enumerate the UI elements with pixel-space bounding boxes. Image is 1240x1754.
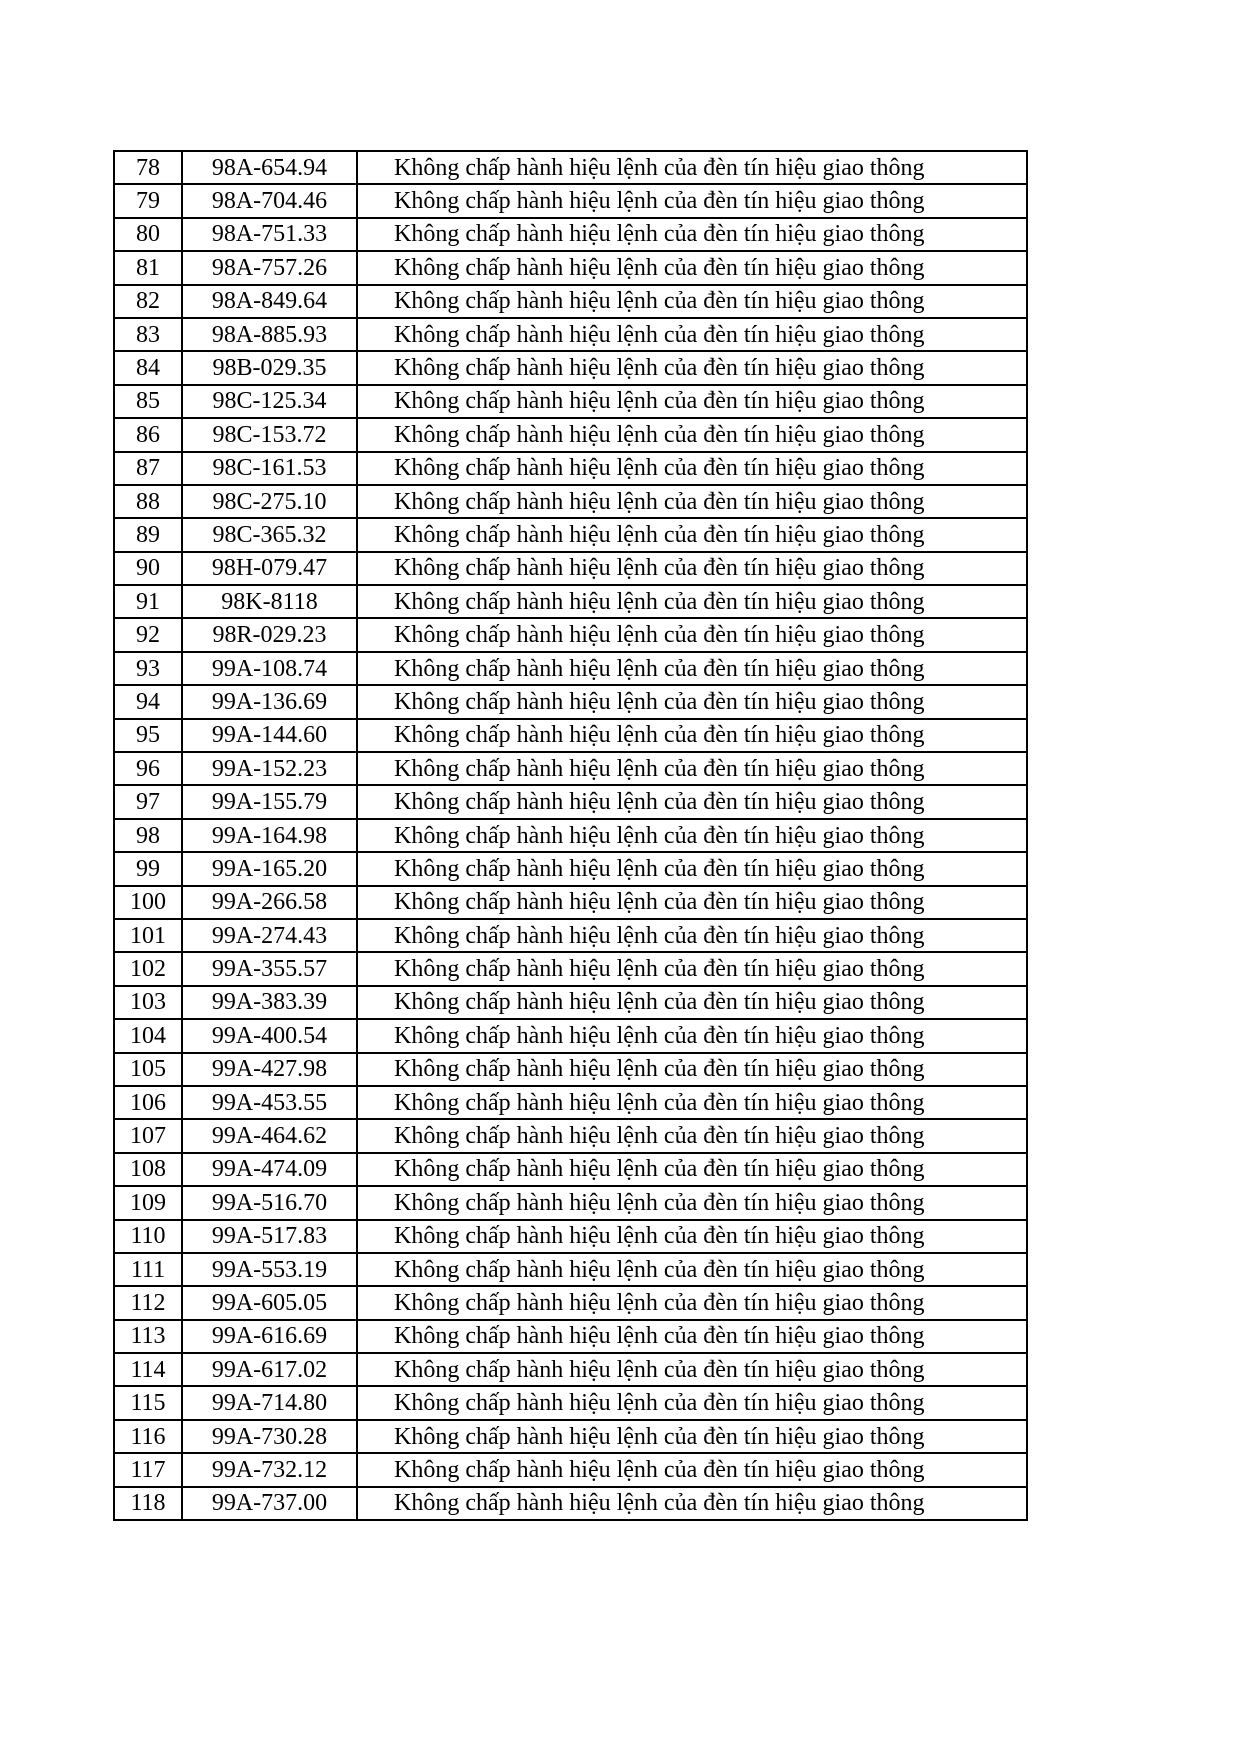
violation-description-cell: Không chấp hành hiệu lệnh của đèn tín hiệu giao thông bbox=[357, 886, 1027, 919]
row-number-cell: 107 bbox=[114, 1119, 182, 1152]
row-number-cell: 78 bbox=[114, 151, 182, 184]
table-row bbox=[114, 1353, 1027, 1386]
row-number-cell: 101 bbox=[114, 919, 182, 952]
row-number-cell: 109 bbox=[114, 1186, 182, 1219]
violations-table-body bbox=[114, 151, 1027, 1520]
row-number-cell: 95 bbox=[114, 719, 182, 752]
row-number-cell: 112 bbox=[114, 1286, 182, 1319]
license-plate-cell: 98A-654.94 bbox=[182, 151, 357, 184]
table-row bbox=[114, 251, 1027, 284]
table-row bbox=[114, 1086, 1027, 1119]
table-row bbox=[114, 318, 1027, 351]
license-plate-cell: 99A-427.98 bbox=[182, 1053, 357, 1086]
violation-description-cell: Không chấp hành hiệu lệnh của đèn tín hiệu giao thông bbox=[357, 552, 1027, 585]
table-row bbox=[114, 1053, 1027, 1086]
row-number-cell: 91 bbox=[114, 585, 182, 618]
table-row bbox=[114, 1386, 1027, 1419]
table-row bbox=[114, 952, 1027, 985]
violation-description-cell: Không chấp hành hiệu lệnh của đèn tín hiệu giao thông bbox=[357, 351, 1027, 384]
license-plate-cell: 99A-517.83 bbox=[182, 1220, 357, 1253]
row-number-cell: 118 bbox=[114, 1487, 182, 1520]
row-number-cell: 86 bbox=[114, 418, 182, 451]
row-number-cell: 105 bbox=[114, 1053, 182, 1086]
license-plate-cell: 98A-704.46 bbox=[182, 184, 357, 217]
table-row bbox=[114, 518, 1027, 551]
violation-description-cell: Không chấp hành hiệu lệnh của đèn tín hiệu giao thông bbox=[357, 218, 1027, 251]
table-row bbox=[114, 1320, 1027, 1353]
row-number-cell: 99 bbox=[114, 852, 182, 885]
license-plate-cell: 99A-605.05 bbox=[182, 1286, 357, 1319]
license-plate-cell: 98B-029.35 bbox=[182, 351, 357, 384]
license-plate-cell: 99A-453.55 bbox=[182, 1086, 357, 1119]
table-row bbox=[114, 1420, 1027, 1453]
row-number-cell: 103 bbox=[114, 986, 182, 1019]
row-number-cell: 100 bbox=[114, 886, 182, 919]
table-row bbox=[114, 1119, 1027, 1152]
license-plate-cell: 99A-164.98 bbox=[182, 819, 357, 852]
license-plate-cell: 98R-029.23 bbox=[182, 618, 357, 651]
violation-description-cell: Không chấp hành hiệu lệnh của đèn tín hiệu giao thông bbox=[357, 1086, 1027, 1119]
row-number-cell: 88 bbox=[114, 485, 182, 518]
violation-description-cell: Không chấp hành hiệu lệnh của đèn tín hiệu giao thông bbox=[357, 1487, 1027, 1520]
license-plate-cell: 99A-165.20 bbox=[182, 852, 357, 885]
table-row bbox=[114, 652, 1027, 685]
table-row bbox=[114, 184, 1027, 217]
violation-description-cell: Không chấp hành hiệu lệnh của đèn tín hiệu giao thông bbox=[357, 184, 1027, 217]
license-plate-cell: 99A-152.23 bbox=[182, 752, 357, 785]
violation-description-cell: Không chấp hành hiệu lệnh của đèn tín hiệu giao thông bbox=[357, 685, 1027, 718]
table-row bbox=[114, 351, 1027, 384]
license-plate-cell: 99A-474.09 bbox=[182, 1153, 357, 1186]
table-row bbox=[114, 852, 1027, 885]
table-row bbox=[114, 1186, 1027, 1219]
row-number-cell: 114 bbox=[114, 1353, 182, 1386]
license-plate-cell: 99A-155.79 bbox=[182, 785, 357, 818]
table-row bbox=[114, 1153, 1027, 1186]
license-plate-cell: 98C-275.10 bbox=[182, 485, 357, 518]
violation-description-cell: Không chấp hành hiệu lệnh của đèn tín hiệu giao thông bbox=[357, 1186, 1027, 1219]
violation-description-cell: Không chấp hành hiệu lệnh của đèn tín hiệu giao thông bbox=[357, 1253, 1027, 1286]
row-number-cell: 102 bbox=[114, 952, 182, 985]
license-plate-cell: 99A-400.54 bbox=[182, 1019, 357, 1052]
violation-description-cell: Không chấp hành hiệu lệnh của đèn tín hiệu giao thông bbox=[357, 1286, 1027, 1319]
violations-table bbox=[113, 150, 1028, 1521]
row-number-cell: 90 bbox=[114, 552, 182, 585]
row-number-cell: 115 bbox=[114, 1386, 182, 1419]
violation-description-cell: Không chấp hành hiệu lệnh của đèn tín hiệu giao thông bbox=[357, 719, 1027, 752]
violation-description-cell: Không chấp hành hiệu lệnh của đèn tín hiệu giao thông bbox=[357, 285, 1027, 318]
row-number-cell: 89 bbox=[114, 518, 182, 551]
license-plate-cell: 98C-125.34 bbox=[182, 385, 357, 418]
row-number-cell: 79 bbox=[114, 184, 182, 217]
violation-description-cell: Không chấp hành hiệu lệnh của đèn tín hiệu giao thông bbox=[357, 1153, 1027, 1186]
row-number-cell: 110 bbox=[114, 1220, 182, 1253]
row-number-cell: 113 bbox=[114, 1320, 182, 1353]
table-row bbox=[114, 1286, 1027, 1319]
row-number-cell: 108 bbox=[114, 1153, 182, 1186]
table-row bbox=[114, 1019, 1027, 1052]
license-plate-cell: 99A-714.80 bbox=[182, 1386, 357, 1419]
license-plate-cell: 99A-617.02 bbox=[182, 1353, 357, 1386]
row-number-cell: 83 bbox=[114, 318, 182, 351]
row-number-cell: 87 bbox=[114, 452, 182, 485]
violation-description-cell: Không chấp hành hiệu lệnh của đèn tín hiệu giao thông bbox=[357, 151, 1027, 184]
row-number-cell: 98 bbox=[114, 819, 182, 852]
license-plate-cell: 99A-355.57 bbox=[182, 952, 357, 985]
row-number-cell: 96 bbox=[114, 752, 182, 785]
table-row bbox=[114, 218, 1027, 251]
license-plate-cell: 99A-108.74 bbox=[182, 652, 357, 685]
table-row bbox=[114, 618, 1027, 651]
violation-description-cell: Không chấp hành hiệu lệnh của đèn tín hiệu giao thông bbox=[357, 1320, 1027, 1353]
violation-description-cell: Không chấp hành hiệu lệnh của đèn tín hiệu giao thông bbox=[357, 1386, 1027, 1419]
table-row bbox=[114, 886, 1027, 919]
row-number-cell: 117 bbox=[114, 1453, 182, 1486]
violation-description-cell: Không chấp hành hiệu lệnh của đèn tín hiệu giao thông bbox=[357, 585, 1027, 618]
violation-description-cell: Không chấp hành hiệu lệnh của đèn tín hiệu giao thông bbox=[357, 1220, 1027, 1253]
row-number-cell: 94 bbox=[114, 685, 182, 718]
violation-description-cell: Không chấp hành hiệu lệnh của đèn tín hiệu giao thông bbox=[357, 919, 1027, 952]
license-plate-cell: 98A-757.26 bbox=[182, 251, 357, 284]
license-plate-cell: 99A-553.19 bbox=[182, 1253, 357, 1286]
violation-description-cell: Không chấp hành hiệu lệnh của đèn tín hiệu giao thông bbox=[357, 452, 1027, 485]
violation-description-cell: Không chấp hành hiệu lệnh của đèn tín hiệu giao thông bbox=[357, 819, 1027, 852]
table-row bbox=[114, 719, 1027, 752]
table-row bbox=[114, 819, 1027, 852]
table-row bbox=[114, 685, 1027, 718]
row-number-cell: 93 bbox=[114, 652, 182, 685]
license-plate-cell: 99A-144.60 bbox=[182, 719, 357, 752]
license-plate-cell: 99A-136.69 bbox=[182, 685, 357, 718]
row-number-cell: 85 bbox=[114, 385, 182, 418]
table-row bbox=[114, 418, 1027, 451]
license-plate-cell: 99A-383.39 bbox=[182, 986, 357, 1019]
row-number-cell: 82 bbox=[114, 285, 182, 318]
violation-description-cell: Không chấp hành hiệu lệnh của đèn tín hiệu giao thông bbox=[357, 318, 1027, 351]
license-plate-cell: 99A-737.00 bbox=[182, 1487, 357, 1520]
violation-description-cell: Không chấp hành hiệu lệnh của đèn tín hiệu giao thông bbox=[357, 652, 1027, 685]
violation-description-cell: Không chấp hành hiệu lệnh của đèn tín hiệu giao thông bbox=[357, 852, 1027, 885]
row-number-cell: 81 bbox=[114, 251, 182, 284]
violation-description-cell: Không chấp hành hiệu lệnh của đèn tín hiệu giao thông bbox=[357, 1119, 1027, 1152]
license-plate-cell: 99A-730.28 bbox=[182, 1420, 357, 1453]
row-number-cell: 84 bbox=[114, 351, 182, 384]
license-plate-cell: 98C-161.53 bbox=[182, 452, 357, 485]
table-row bbox=[114, 752, 1027, 785]
violation-description-cell: Không chấp hành hiệu lệnh của đèn tín hiệu giao thông bbox=[357, 485, 1027, 518]
table-row bbox=[114, 552, 1027, 585]
violation-description-cell: Không chấp hành hiệu lệnh của đèn tín hiệu giao thông bbox=[357, 1053, 1027, 1086]
violation-description-cell: Không chấp hành hiệu lệnh của đèn tín hiệu giao thông bbox=[357, 785, 1027, 818]
table-row bbox=[114, 285, 1027, 318]
license-plate-cell: 99A-266.58 bbox=[182, 886, 357, 919]
table-row bbox=[114, 1487, 1027, 1520]
license-plate-cell: 99A-274.43 bbox=[182, 919, 357, 952]
row-number-cell: 80 bbox=[114, 218, 182, 251]
violation-description-cell: Không chấp hành hiệu lệnh của đèn tín hiệu giao thông bbox=[357, 752, 1027, 785]
violation-description-cell: Không chấp hành hiệu lệnh của đèn tín hiệu giao thông bbox=[357, 952, 1027, 985]
license-plate-cell: 98C-153.72 bbox=[182, 418, 357, 451]
table-row bbox=[114, 1253, 1027, 1286]
table-row bbox=[114, 385, 1027, 418]
license-plate-cell: 99A-516.70 bbox=[182, 1186, 357, 1219]
table-row bbox=[114, 485, 1027, 518]
table-row bbox=[114, 585, 1027, 618]
license-plate-cell: 98A-885.93 bbox=[182, 318, 357, 351]
table-row bbox=[114, 785, 1027, 818]
row-number-cell: 104 bbox=[114, 1019, 182, 1052]
row-number-cell: 106 bbox=[114, 1086, 182, 1119]
violation-description-cell: Không chấp hành hiệu lệnh của đèn tín hiệu giao thông bbox=[357, 1019, 1027, 1052]
violation-description-cell: Không chấp hành hiệu lệnh của đèn tín hiệu giao thông bbox=[357, 518, 1027, 551]
license-plate-cell: 98K-8118 bbox=[182, 585, 357, 618]
violation-description-cell: Không chấp hành hiệu lệnh của đèn tín hiệu giao thông bbox=[357, 418, 1027, 451]
row-number-cell: 92 bbox=[114, 618, 182, 651]
table-row bbox=[114, 452, 1027, 485]
violation-description-cell: Không chấp hành hiệu lệnh của đèn tín hiệu giao thông bbox=[357, 251, 1027, 284]
license-plate-cell: 98A-849.64 bbox=[182, 285, 357, 318]
violation-description-cell: Không chấp hành hiệu lệnh của đèn tín hiệu giao thông bbox=[357, 1420, 1027, 1453]
license-plate-cell: 98C-365.32 bbox=[182, 518, 357, 551]
license-plate-cell: 99A-616.69 bbox=[182, 1320, 357, 1353]
violation-description-cell: Không chấp hành hiệu lệnh của đèn tín hiệu giao thông bbox=[357, 1453, 1027, 1486]
license-plate-cell: 98H-079.47 bbox=[182, 552, 357, 585]
table-row bbox=[114, 1453, 1027, 1486]
table-row bbox=[114, 151, 1027, 184]
violation-description-cell: Không chấp hành hiệu lệnh của đèn tín hiệu giao thông bbox=[357, 1353, 1027, 1386]
license-plate-cell: 98A-751.33 bbox=[182, 218, 357, 251]
violation-description-cell: Không chấp hành hiệu lệnh của đèn tín hiệu giao thông bbox=[357, 618, 1027, 651]
row-number-cell: 116 bbox=[114, 1420, 182, 1453]
row-number-cell: 111 bbox=[114, 1253, 182, 1286]
table-row bbox=[114, 919, 1027, 952]
license-plate-cell: 99A-732.12 bbox=[182, 1453, 357, 1486]
table-row bbox=[114, 986, 1027, 1019]
violation-description-cell: Không chấp hành hiệu lệnh của đèn tín hiệu giao thông bbox=[357, 385, 1027, 418]
row-number-cell: 97 bbox=[114, 785, 182, 818]
violation-description-cell: Không chấp hành hiệu lệnh của đèn tín hiệu giao thông bbox=[357, 986, 1027, 1019]
table-row bbox=[114, 1220, 1027, 1253]
license-plate-cell: 99A-464.62 bbox=[182, 1119, 357, 1152]
